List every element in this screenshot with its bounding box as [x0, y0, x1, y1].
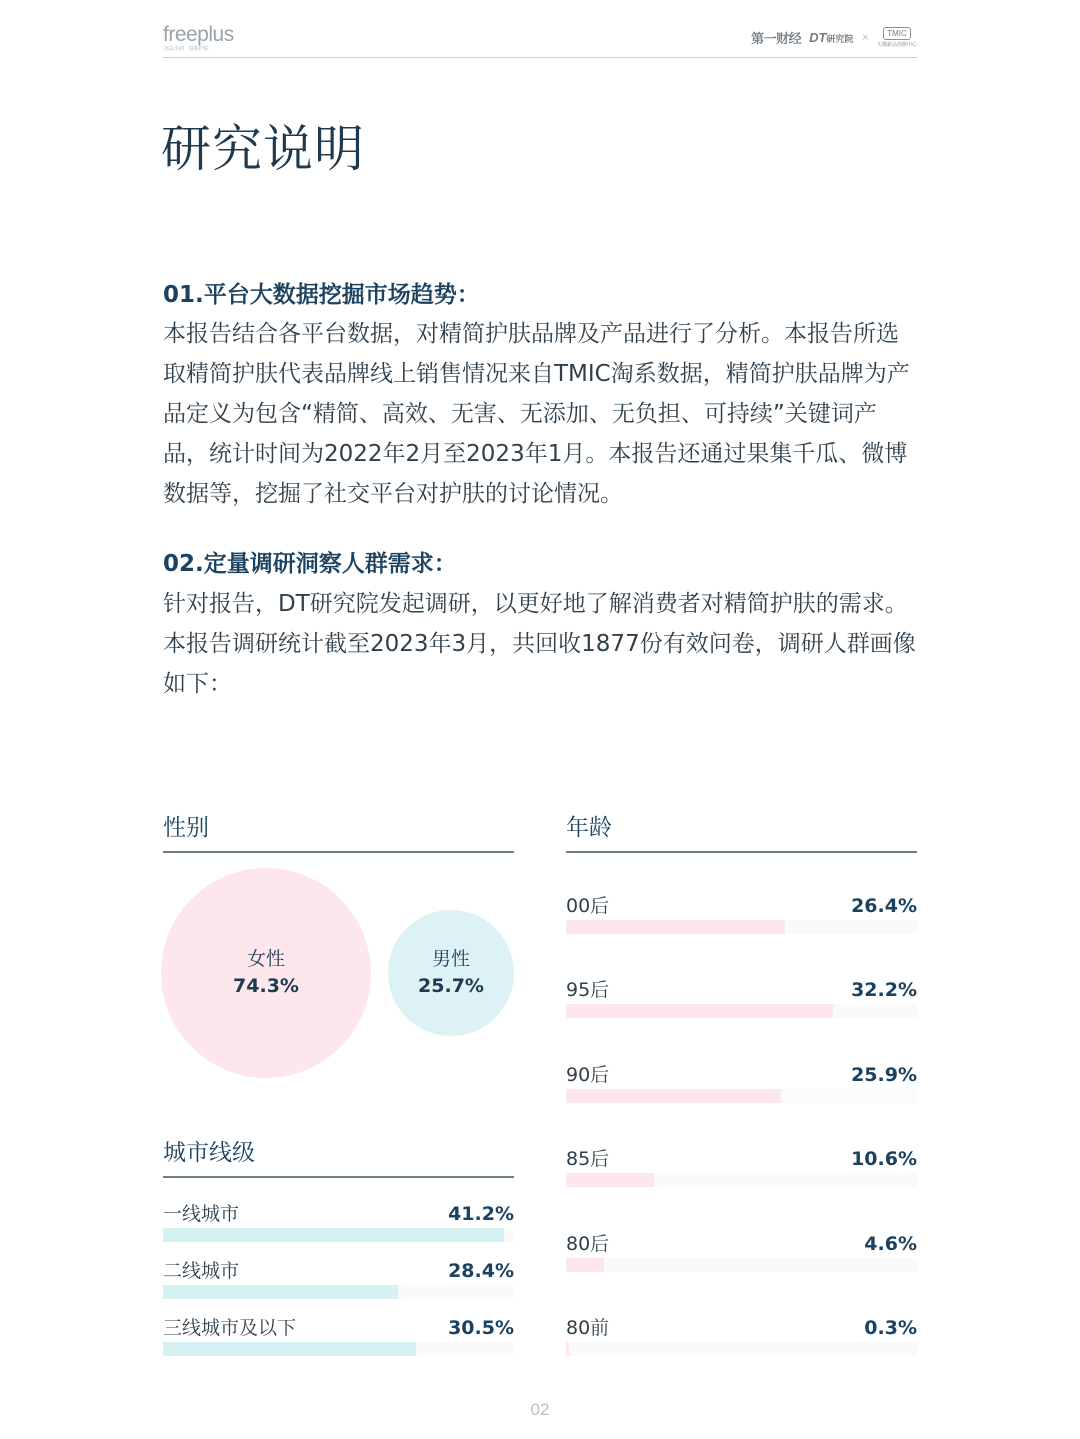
age-title: 年龄 [566, 815, 612, 841]
page-number: 02 [530, 1400, 550, 1419]
partner-logo-tmic [877, 27, 917, 48]
male-label: 男性 [431, 948, 470, 970]
female-label: 女性 [246, 948, 285, 970]
female-value: 74.3% [233, 975, 299, 997]
city-tier-bar [163, 1228, 504, 1242]
age-label: 80前 [566, 1317, 610, 1339]
age-value: 10.6% [851, 1148, 917, 1170]
age-bar [566, 1004, 833, 1018]
brand-logo: freeplus [163, 23, 234, 46]
male-value: 25.7% [418, 975, 484, 997]
city-tier-label: 三线城市及以下 [163, 1317, 297, 1339]
city-tier-row [163, 1315, 514, 1357]
city-tier-bar [163, 1342, 416, 1356]
partner-logos [751, 27, 917, 48]
age-value: 0.3% [864, 1317, 917, 1339]
partner-logo-tmic-text: 天猫新品创新中心 [876, 42, 917, 48]
age-row [566, 1146, 917, 1188]
city-tier-value: 28.4% [448, 1260, 514, 1282]
female-bubble [161, 868, 371, 1078]
age-label: 95后 [566, 979, 610, 1001]
age-row [566, 1231, 917, 1273]
city-tier-value: 41.2% [448, 1203, 514, 1225]
section-body-platform-data: 本报告结合各平台数据，对精简护肤品牌及产品进行了分析。本报告所选取精简护肤代表品牌线上销售情况来自TMIC淘系数据，精简护肤品牌为产品定义为包含“精简、高效、无害、无添加、无负担、可持续”关键词产品，统计时间为2022年2月至2023年1月。本报告还通过果集千瓜、微博数据等，挖掘了社交平台对护肤的讨论情况。 [163, 321, 910, 507]
gender-divider [163, 851, 514, 853]
age-track [566, 1258, 917, 1272]
age-row [566, 893, 917, 935]
city-tier-track [163, 1342, 514, 1356]
section-body-survey: 针对报告，DT研究院发起调研，以更好地了解消费者对精简护肤的需求。本报告调研统计截至2023年3月，共回收1877份有效问卷，调研人群画像如下： [163, 591, 916, 697]
city-tier-row [163, 1258, 514, 1300]
male-bubble [388, 910, 514, 1036]
age-track [566, 1173, 917, 1187]
city-tier-track [163, 1285, 514, 1299]
age-value: 26.4% [851, 895, 917, 917]
page-title: 研究说明 [161, 120, 365, 178]
city-tier-bar [163, 1285, 398, 1299]
partner-logo-dt [809, 30, 853, 45]
header-divider [163, 57, 917, 58]
age-track [566, 920, 917, 934]
age-bar [566, 1258, 604, 1272]
age-bar [566, 1089, 781, 1103]
partner-logo-tmic-mark: TMIC [883, 27, 911, 40]
city-tier-label: 一线城市 [163, 1203, 240, 1225]
partner-separator: × [861, 32, 869, 43]
partner-logo-dt-sub: 研究院 [826, 34, 854, 44]
age-bar [566, 920, 785, 934]
age-bar [566, 1173, 654, 1187]
city-tier-track [163, 1228, 514, 1242]
age-row [566, 1315, 917, 1357]
brand-tagline: 冰晶水润 · 温和护肤 [164, 46, 209, 52]
city-tier-title: 城市线级 [163, 1140, 255, 1166]
section-heading-survey: 02.定量调研洞察人群需求： [163, 551, 457, 577]
age-row [566, 977, 917, 1019]
age-value: 25.9% [851, 1064, 917, 1086]
gender-title: 性别 [163, 815, 209, 841]
city-tier-value: 30.5% [448, 1317, 514, 1339]
city-tier-divider [163, 1176, 514, 1178]
age-label: 85后 [566, 1148, 610, 1170]
age-row [566, 1062, 917, 1104]
city-tier-label: 二线城市 [163, 1260, 240, 1282]
age-divider [566, 851, 917, 853]
age-label: 80后 [566, 1233, 610, 1255]
city-tier-row [163, 1201, 514, 1243]
age-track [566, 1004, 917, 1018]
age-bar [566, 1342, 569, 1356]
age-label: 00后 [566, 895, 610, 917]
age-label: 90后 [566, 1064, 610, 1086]
partner-logo-yicai: 第一财经 [751, 32, 802, 47]
partner-logo-dt-brand: DT [809, 30, 827, 45]
age-track [566, 1342, 917, 1356]
age-value: 32.2% [851, 979, 917, 1001]
section-heading-platform-data: 01.平台大数据挖掘市场趋势： [163, 282, 480, 308]
age-value: 4.6% [864, 1233, 917, 1255]
age-track [566, 1089, 917, 1103]
